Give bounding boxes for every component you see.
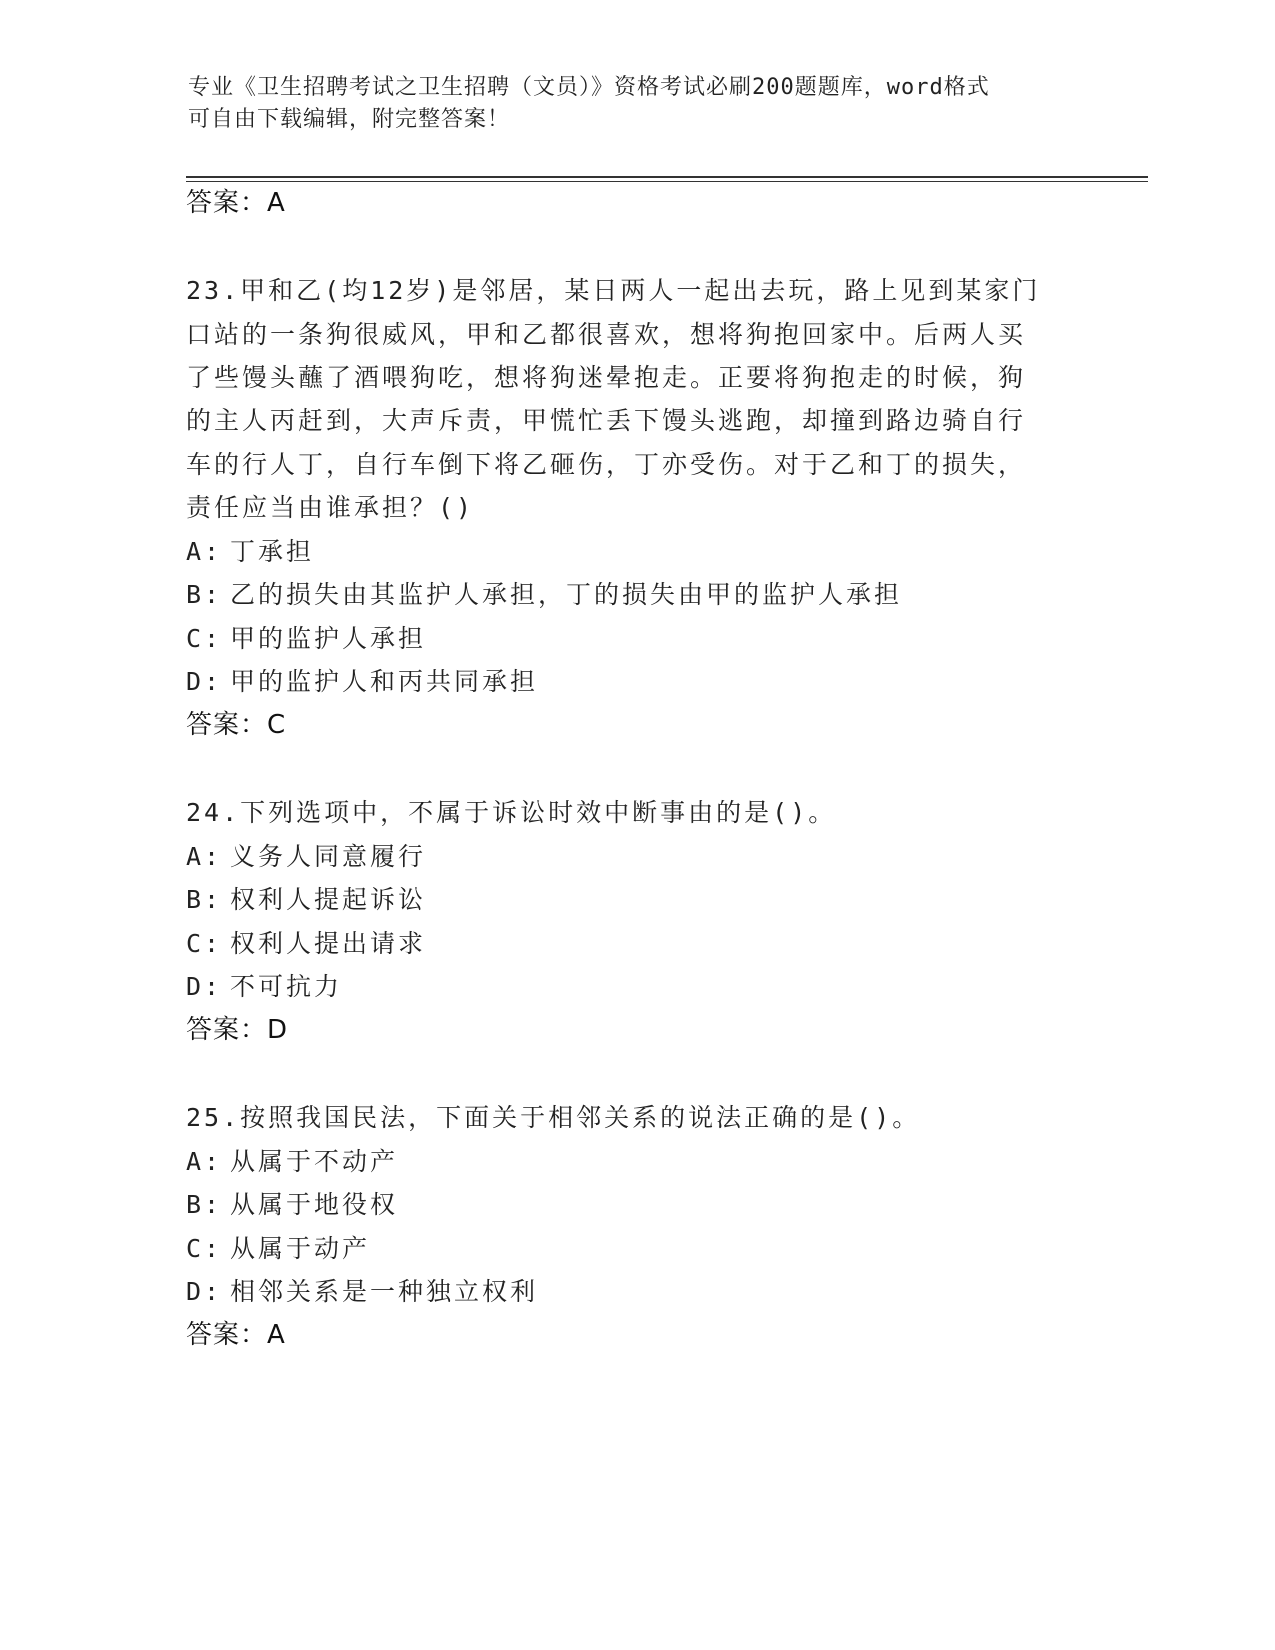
option-text: 权利人提起诉讼: [230, 885, 427, 914]
question-23-option-b: [186, 580, 902, 610]
option-letter: B:: [186, 1190, 223, 1219]
option-text: 从属于不动产: [230, 1147, 399, 1176]
option-text: 从属于地役权: [230, 1190, 399, 1219]
question-25-line-1: 25.按照我国民法，下面关于相邻关系的说法正确的是()。: [186, 1103, 921, 1132]
question-25-option-d: [186, 1277, 538, 1307]
header-divider-thin: [186, 181, 1148, 182]
header-title-line-1: 专业《卫生招聘考试之卫生招聘（文员）》资格考试必刷200题题库，word格式: [188, 75, 990, 100]
option-letter: C:: [186, 929, 223, 958]
question-24-option-d: [186, 972, 342, 1002]
question-24-option-c: [186, 929, 426, 959]
question-24-answer: 答案：D: [186, 1015, 289, 1045]
option-letter: A:: [186, 1147, 223, 1176]
option-text: 甲的监护人和丙共同承担: [230, 667, 539, 696]
question-23-line-2: 口站的一条狗很威风，甲和乙都很喜欢，想将狗抱回家中。后两人买: [186, 320, 1027, 349]
option-text: 丁承担: [230, 537, 315, 566]
question-25-option-c: [186, 1234, 370, 1264]
question-25-option-b: [186, 1190, 398, 1220]
question-23-line-1: 23.甲和乙(均12岁)是邻居，某日两人一起出去玩，路上见到某家门: [186, 276, 1041, 305]
option-text: 相邻关系是一种独立权利: [230, 1277, 539, 1306]
option-letter: B:: [186, 885, 223, 914]
option-text: 权利人提出请求: [230, 929, 427, 958]
option-text: 乙的损失由其监护人承担，丁的损失由甲的监护人承担: [230, 580, 903, 609]
option-letter: A:: [186, 537, 223, 566]
question-23-option-a: [186, 537, 314, 567]
question-23-line-4: 的主人丙赶到，大声斥责，甲慌忙丢下馒头逃跑，却撞到路边骑自行: [186, 406, 1027, 435]
question-23-line-3: 了些馒头蘸了酒喂狗吃，想将狗迷晕抱走。正要将狗抱走的时候，狗: [186, 363, 1027, 392]
option-letter: C:: [186, 624, 223, 653]
option-letter: A:: [186, 842, 223, 871]
answer-previous: 答案：A: [186, 188, 286, 218]
option-text: 义务人同意履行: [230, 842, 427, 871]
option-letter: D:: [186, 972, 223, 1001]
option-letter: D:: [186, 1277, 223, 1306]
option-text: 从属于动产: [230, 1234, 371, 1263]
option-letter: C:: [186, 1234, 223, 1263]
option-text: 不可抗力: [230, 972, 343, 1001]
question-25-option-a: [186, 1147, 398, 1177]
question-24-option-a: [186, 842, 426, 872]
question-23-line-5: 车的行人丁，自行车倒下将乙砸伤，丁亦受伤。对于乙和丁的损失，: [186, 450, 1027, 479]
question-24-option-b: [186, 885, 426, 915]
question-23-line-6: 责任应当由谁承担？(): [186, 493, 475, 522]
header-title-line-2: 可自由下载编辑，附完整答案！: [188, 107, 511, 132]
question-23-answer: 答案：C: [186, 710, 287, 740]
question-23-option-d: [186, 667, 538, 697]
question-25-answer: 答案：A: [186, 1320, 286, 1350]
option-letter: B:: [186, 580, 223, 609]
header-divider: [186, 176, 1148, 178]
question-23-option-c: [186, 624, 426, 654]
option-text: 甲的监护人承担: [230, 624, 427, 653]
question-24-line-1: 24.下列选项中，不属于诉讼时效中断事由的是()。: [186, 798, 837, 827]
document-header: [188, 72, 1068, 136]
option-letter: D:: [186, 667, 223, 696]
